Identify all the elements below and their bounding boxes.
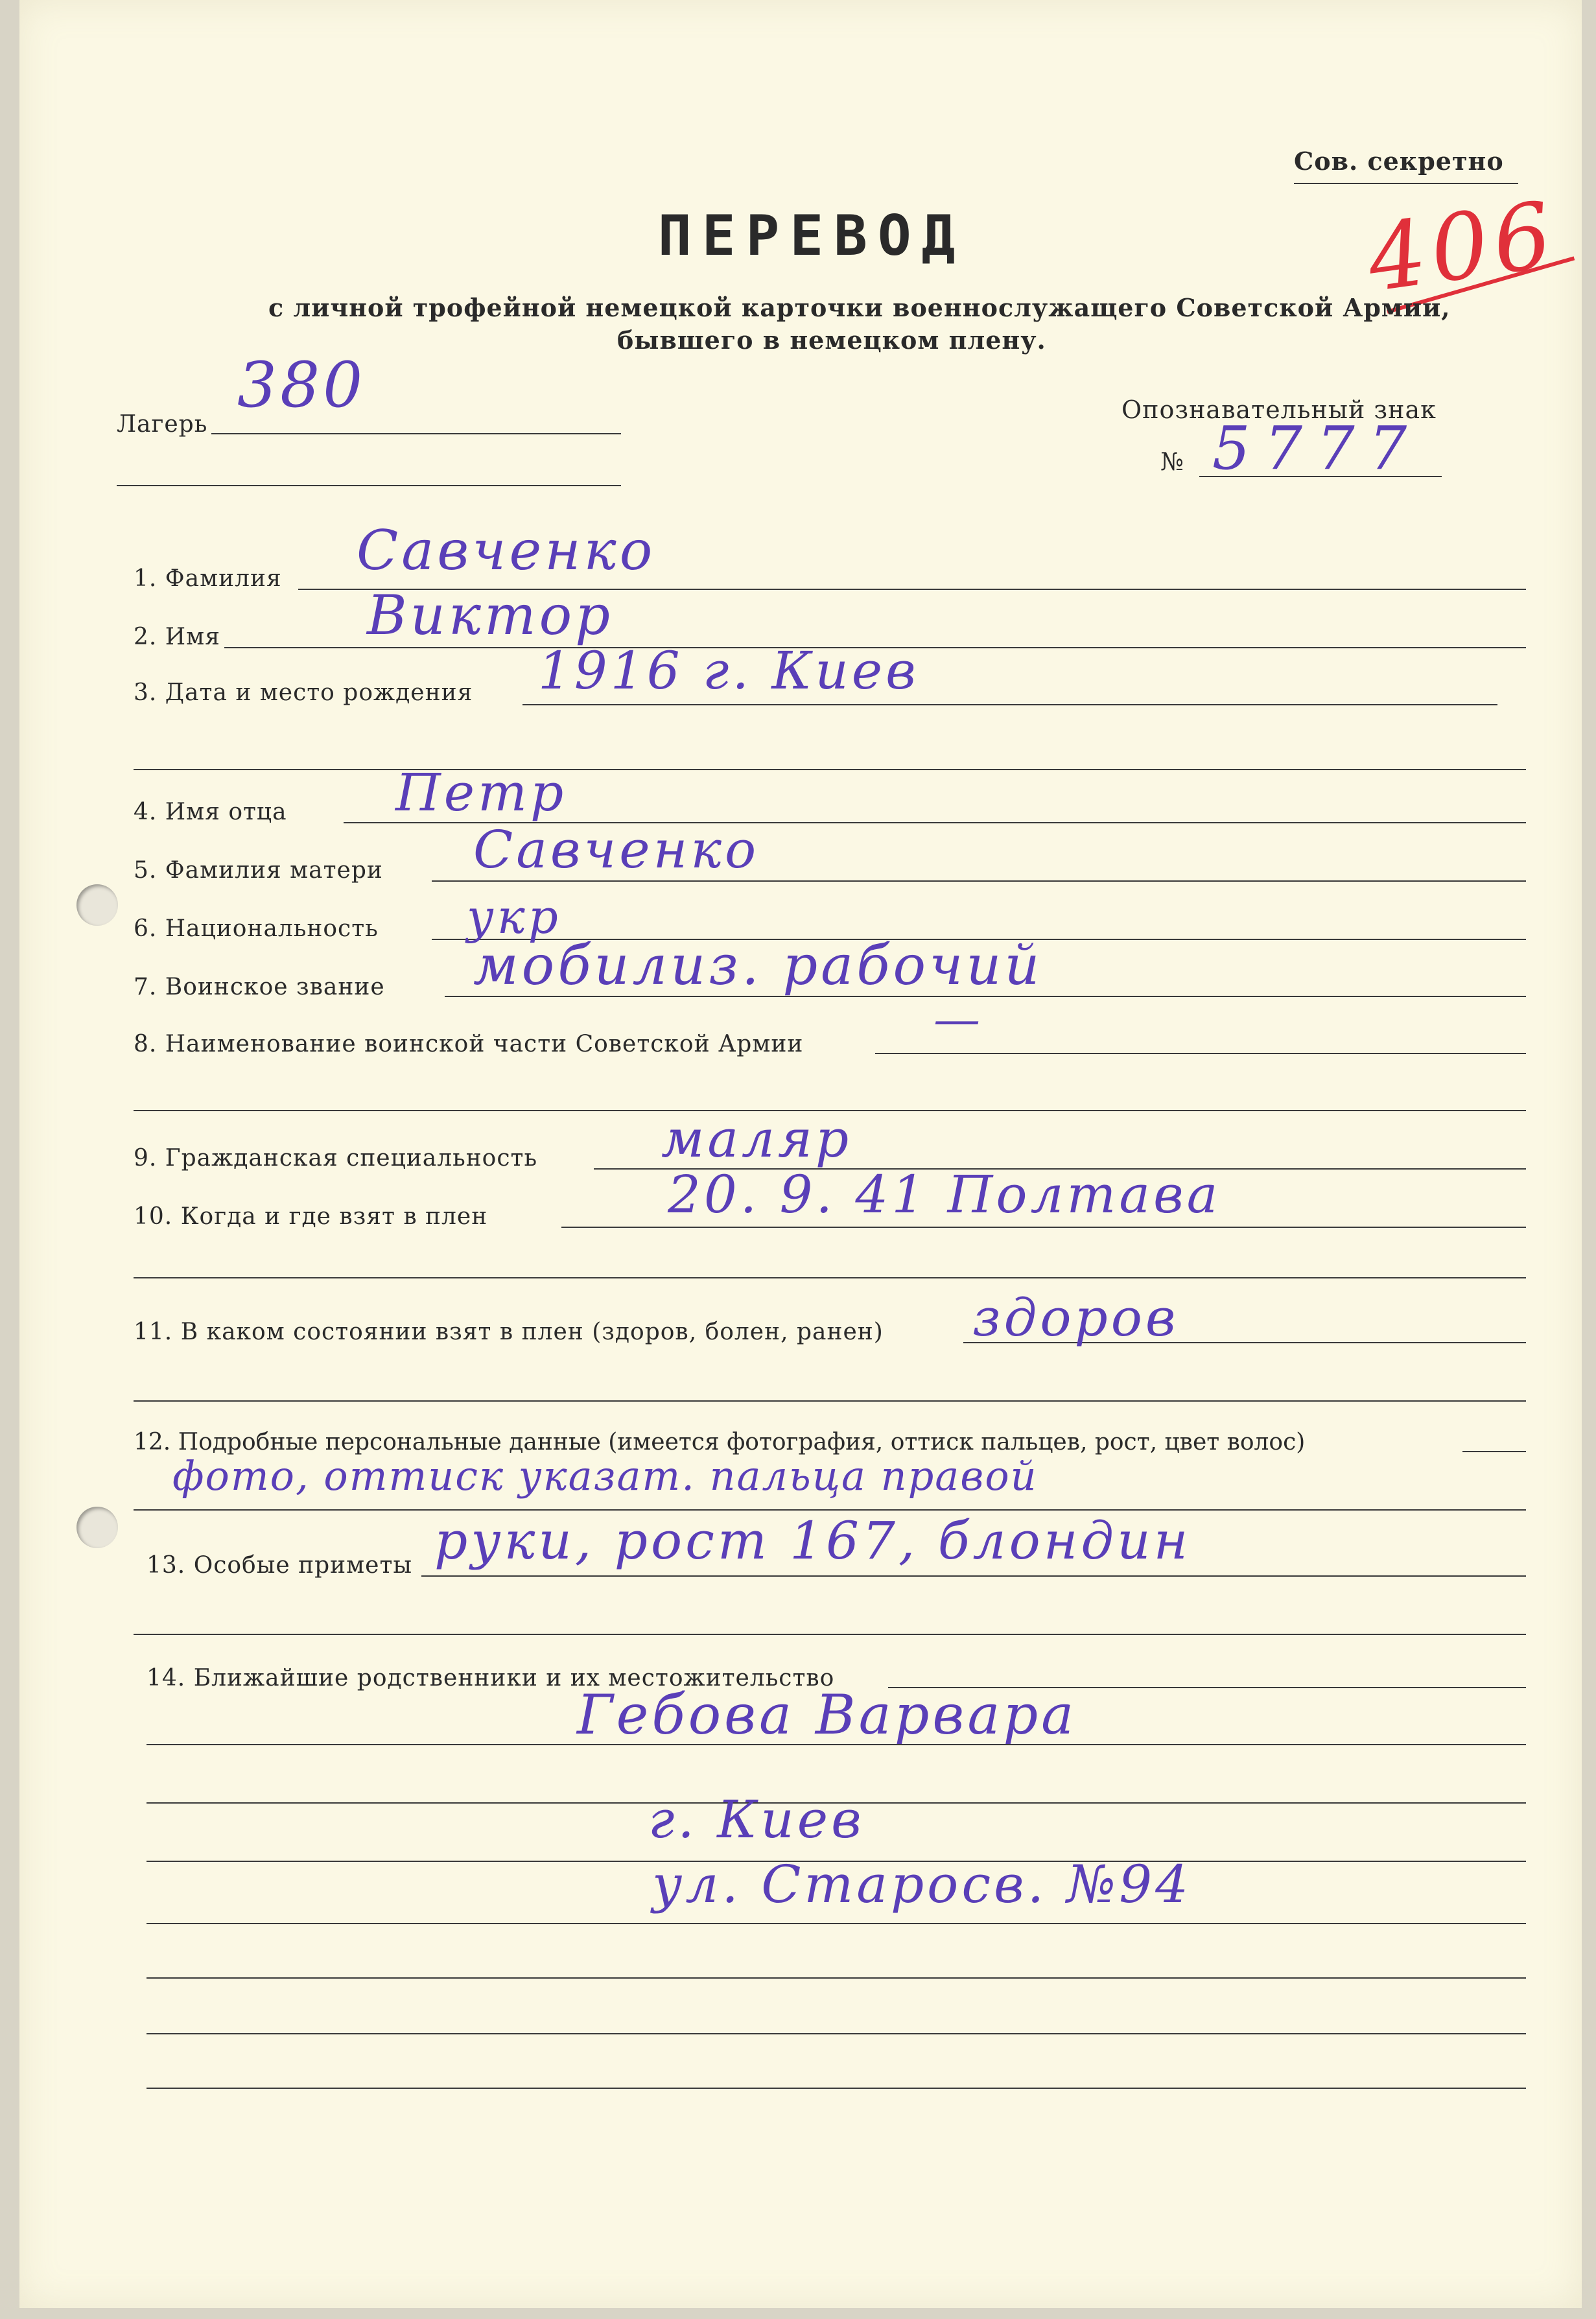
field-1-value: Савченко (357, 519, 656, 582)
field-11-label: 11. В каком состоянии взят в плен (здоров, болен, ранен) (134, 1319, 884, 1345)
field-10-line-2 (134, 1277, 1526, 1278)
id-tag-value: 5777 (1212, 414, 1422, 483)
red-archive-number: 406 (1361, 182, 1564, 313)
punch-hole-bottom (76, 1507, 118, 1548)
field-14-line-8 (147, 2088, 1526, 2089)
subtitle-line-1: с личной трофейной немецкой карточки военнослужащего Советской Армии, (268, 293, 1451, 322)
field-14-value-line-2: г. Киев (648, 1789, 865, 1850)
id-tag-line (1199, 476, 1442, 477)
field-2-label: 2. Имя (134, 624, 220, 650)
camp-value: 380 (237, 349, 366, 421)
field-6-value: укр (467, 889, 561, 944)
page-title: ПЕРЕВОД (658, 204, 966, 268)
field-14-line-7 (147, 2033, 1526, 2034)
field-4-value: Петр (395, 762, 567, 823)
field-12-value: фото, оттиск указат. пальца правой (172, 1452, 1038, 1500)
field-11-line-2 (134, 1400, 1526, 1402)
field-7-label: 7. Воинское звание (134, 974, 385, 1000)
field-7-value: мобилиз. рабочий (473, 934, 1043, 997)
field-5-label: 5. Фамилия матери (134, 857, 383, 884)
field-14-line-5 (147, 1923, 1526, 1924)
field-3-line (522, 704, 1497, 705)
classification-underline (1294, 183, 1518, 184)
field-9-label: 9. Гражданская специальность (134, 1145, 538, 1171)
field-13-label: 13. Особые приметы (147, 1552, 413, 1579)
field-1-label: 1. Фамилия (134, 565, 282, 592)
field-14-line-2 (147, 1744, 1526, 1745)
field-6-label: 6. Национальность (134, 915, 379, 942)
field-8-label: 8. Наименование воинской части Советской Армии (134, 1031, 804, 1057)
document-sheet (19, 0, 1582, 2308)
field-10-value: 20. 9. 41 Полтава (668, 1164, 1221, 1225)
classification-stamp: Сов. секретно (1294, 147, 1504, 176)
field-8-value: — (933, 992, 983, 1046)
field-14-line-6 (147, 1977, 1526, 1979)
id-tag-label: Опознавательный знак (1121, 395, 1437, 424)
field-12-line (1462, 1451, 1526, 1452)
field-10-line (561, 1227, 1526, 1228)
punch-hole-top (76, 884, 118, 926)
field-13-line-2 (134, 1634, 1526, 1635)
field-12-label: 12. Подробные персональные данные (имеется фотография, оттиск пальцев, рост, цвет волос) (134, 1429, 1306, 1455)
field-2-value: Виктор (367, 583, 613, 647)
field-14-label: 14. Ближайшие родственники и их местожительство (147, 1665, 835, 1691)
field-10-label: 10. Когда и где взят в плен (134, 1203, 488, 1230)
field-13-line (421, 1575, 1526, 1577)
camp-label: Лагерь (117, 411, 208, 438)
field-14-value-line-1: Гебова Варвара (577, 1683, 1077, 1747)
camp-line (211, 433, 621, 434)
field-5-line (432, 880, 1526, 882)
field-3-value: 1916 г. Киев (538, 641, 919, 701)
field-8-line (875, 1053, 1526, 1054)
field-14-value-line-3: ул. Старосв. №94 (652, 1854, 1192, 1914)
field-3-line-2 (134, 769, 1526, 770)
id-tag-number-prefix: № (1160, 447, 1184, 476)
subtitle-line-2: бывшего в немецком плену. (617, 325, 1046, 355)
camp-line-2 (117, 485, 621, 486)
field-5-value: Савченко (473, 819, 760, 880)
field-9-value: маляр (661, 1109, 852, 1169)
field-3-label: 3. Дата и место рождения (134, 679, 473, 706)
field-4-label: 4. Имя отца (134, 799, 287, 825)
field-13-value: руки, рост 167, блондин (434, 1511, 1191, 1571)
field-11-value: здоров (972, 1288, 1179, 1348)
